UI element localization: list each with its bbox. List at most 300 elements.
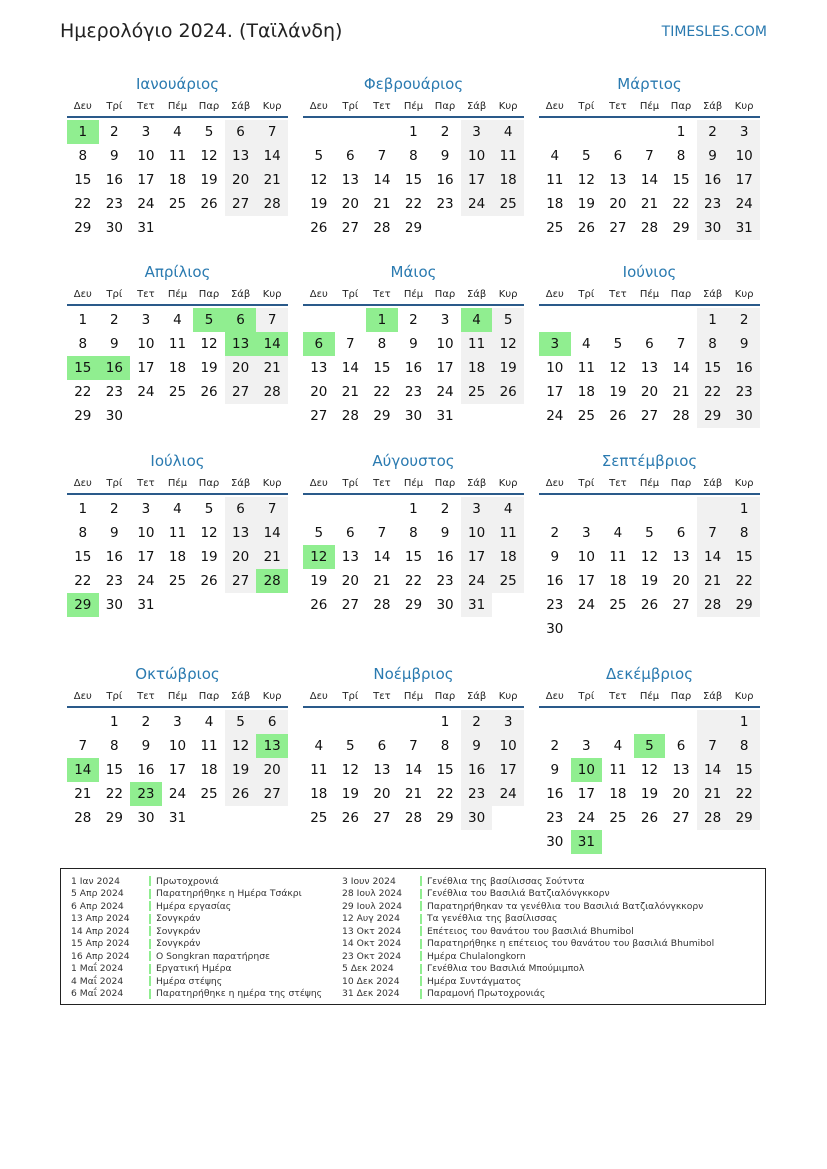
day-cell: 23 (546, 810, 564, 826)
day-cell: 20 (672, 573, 690, 589)
day-cell: 8 (440, 738, 450, 754)
day-cell: 12 (341, 762, 359, 778)
day-cell: 7 (377, 148, 387, 164)
holiday-list-column (71, 875, 322, 1000)
day-cell: 4 (173, 501, 182, 517)
day-cell: 21 (256, 168, 288, 192)
day-cell: 12 (492, 332, 524, 356)
holiday-day-cell: 13 (225, 332, 257, 356)
day-cell: 13 (672, 762, 690, 778)
empty-day-cell (697, 497, 729, 521)
weekday-label: Παρ (434, 288, 456, 300)
day-cell: 15 (74, 549, 92, 565)
day-cell: 11 (609, 762, 627, 778)
day-cell: 12 (640, 762, 659, 778)
day-cell: 18 (168, 360, 187, 376)
holiday-day-cell: 4 (461, 308, 493, 332)
weekday-header (67, 686, 288, 708)
weekday-label: Σάβ (230, 477, 251, 489)
holiday-date: 15 Απρ 2024 (71, 938, 130, 950)
holiday-name: Σονγκράν (156, 938, 201, 950)
holiday-date: 6 Απρ 2024 (71, 900, 124, 912)
month-block (303, 260, 524, 428)
weekday-label: Σάβ (466, 288, 487, 300)
holiday-name: Σονγκράν (156, 913, 201, 925)
day-cell: 28 (256, 192, 288, 216)
empty-day-cell (335, 308, 367, 332)
day-cell: 3 (173, 714, 182, 730)
holiday-name: Γενέθλια του Βασιλιά Βατζιαλόνγκκορν (427, 888, 610, 900)
holiday-marker (420, 876, 422, 886)
day-cell: 1 (728, 497, 760, 521)
holiday-name: Παραμονή Πρωτοχρονιάς (427, 988, 546, 1000)
day-cell: 18 (609, 786, 627, 802)
holiday-marker (149, 901, 151, 911)
day-cell: 26 (200, 384, 218, 400)
day-cell: 15 (436, 762, 454, 778)
day-cell: 25 (168, 573, 187, 589)
day-cell: 22 (74, 196, 92, 212)
day-cell: 13 (672, 549, 690, 565)
day-cell: 29 (728, 806, 760, 830)
holiday-date: 12 Αυγ 2024 (342, 913, 400, 925)
day-cell: 13 (341, 549, 359, 565)
holiday-row (71, 950, 322, 963)
day-cell: 29 (373, 408, 391, 424)
day-cell: 20 (310, 384, 328, 400)
day-cell: 3 (492, 710, 524, 734)
weekday-label: Σάβ (702, 690, 723, 702)
day-cell: 3 (728, 120, 760, 144)
holiday-marker (420, 951, 422, 961)
day-cell: 27 (609, 220, 627, 236)
day-cell: 24 (577, 597, 595, 613)
day-cell: 11 (168, 148, 187, 164)
day-cell: 9 (141, 738, 151, 754)
holiday-day-cell: 13 (256, 734, 288, 758)
day-cell: 24 (436, 384, 454, 400)
holiday-marker (149, 989, 151, 999)
holiday-name: Τα γενέθλια της βασίλισσας (427, 913, 558, 925)
day-cell: 25 (168, 384, 187, 400)
day-cell: 12 (200, 336, 218, 352)
day-cell: 6 (225, 120, 257, 144)
holiday-date: 1 Μαΐ 2024 (71, 963, 124, 975)
day-cell: 18 (492, 545, 524, 569)
empty-day-cell (571, 497, 603, 521)
day-cell: 4 (314, 738, 324, 754)
day-cell: 20 (225, 545, 257, 569)
holiday-row (71, 938, 322, 951)
weekday-label: Παρ (198, 690, 220, 702)
holiday-marker (420, 939, 422, 949)
holiday-name: Εργατική Ημέρα (156, 963, 232, 975)
holiday-name: Ημέρα στέψης (156, 975, 223, 987)
day-cell: 12 (609, 360, 627, 376)
day-cell: 25 (310, 810, 328, 826)
day-cell: 21 (672, 384, 690, 400)
day-cell: 2 (141, 714, 151, 730)
month-name: Νοέμβριος (373, 665, 454, 683)
day-cell: 12 (640, 549, 659, 565)
day-cell: 25 (492, 569, 524, 593)
holiday-day-cell: 5 (634, 734, 666, 758)
day-cell: 11 (492, 144, 524, 168)
day-cell: 10 (461, 144, 493, 168)
empty-day-cell (303, 497, 335, 521)
day-cell: 16 (105, 172, 123, 188)
day-cell: 25 (609, 810, 627, 826)
day-cell: 4 (173, 124, 182, 140)
empty-day-cell (602, 710, 634, 734)
holiday-marker (420, 989, 422, 999)
day-cell: 15 (697, 356, 729, 380)
day-cell: 11 (492, 521, 524, 545)
weekday-header (303, 96, 524, 118)
day-cell: 15 (728, 545, 760, 569)
weekday-label: Τρί (578, 288, 595, 300)
empty-day-cell (697, 710, 729, 734)
day-cell: 2 (550, 525, 560, 541)
weekday-label: Τετ (609, 288, 627, 300)
weekday-header (539, 96, 760, 118)
month-block (67, 260, 288, 428)
weekday-label: Τετ (609, 100, 627, 112)
holiday-date: 6 Μαΐ 2024 (71, 988, 124, 1000)
empty-day-cell (602, 308, 634, 332)
holiday-day-cell: 29 (67, 593, 99, 617)
day-cell: 8 (728, 521, 760, 545)
day-cell: 13 (225, 144, 257, 168)
weekday-label: Δευ (309, 690, 328, 702)
day-cell: 28 (373, 597, 391, 613)
day-cell: 22 (404, 196, 423, 212)
empty-day-cell (303, 308, 335, 332)
holiday-row (342, 975, 714, 988)
weekday-label: Παρ (434, 477, 456, 489)
holiday-marker (149, 926, 151, 936)
weekday-label: Τετ (609, 690, 627, 702)
day-cell: 5 (582, 148, 591, 164)
day-cell: 5 (204, 124, 214, 140)
day-cell: 7 (409, 738, 418, 754)
weekday-label: Κυρ (734, 100, 754, 112)
day-cell: 6 (613, 148, 623, 164)
day-cell: 1 (676, 124, 686, 140)
holiday-date: 10 Δεκ 2024 (342, 975, 400, 987)
weekday-label: Δευ (309, 288, 328, 300)
day-cell: 28 (341, 408, 359, 424)
day-cell: 20 (341, 196, 359, 212)
day-cell: 29 (672, 220, 690, 236)
month-block (303, 449, 524, 617)
month-block (539, 662, 760, 854)
day-cell: 20 (640, 384, 659, 400)
day-cell: 23 (728, 380, 760, 404)
weekday-label: Παρ (434, 690, 456, 702)
day-cell: 18 (168, 549, 187, 565)
holiday-name: Ημέρα εργασίας (156, 900, 232, 912)
day-cell: 27 (225, 569, 257, 593)
weekday-label: Κυρ (498, 288, 518, 300)
day-cell: 31 (436, 408, 454, 424)
day-cell: 15 (404, 172, 423, 188)
weekday-label: Τρί (578, 477, 595, 489)
day-cell: 30 (137, 810, 155, 826)
day-cell: 7 (256, 308, 288, 332)
day-cell: 1 (409, 501, 418, 517)
day-cell: 30 (546, 834, 564, 850)
day-cell: 6 (225, 497, 257, 521)
weekday-label: Σάβ (466, 100, 487, 112)
holiday-date: 13 Απρ 2024 (71, 913, 130, 925)
holiday-marker (149, 964, 151, 974)
day-cell: 2 (728, 308, 760, 332)
holiday-marker (149, 889, 151, 899)
day-cell: 18 (200, 762, 218, 778)
month-name: Δεκέμβριος (605, 665, 693, 683)
weekday-label: Δευ (309, 100, 328, 112)
day-cell: 25 (492, 192, 524, 216)
weekday-label: Τετ (373, 690, 391, 702)
empty-day-cell (366, 710, 398, 734)
day-cell: 2 (461, 710, 493, 734)
holiday-name: Παρατηρήθηκε η ημέρα της στέψης (156, 988, 323, 1000)
holiday-date: 28 Ιουλ 2024 (342, 888, 402, 900)
month-name: Ιούλιος (150, 452, 205, 470)
weekday-header (539, 686, 760, 708)
day-cell: 22 (105, 786, 123, 802)
holiday-marker (420, 976, 422, 986)
holiday-marker (149, 876, 151, 886)
day-grid (67, 308, 288, 428)
day-cell: 10 (546, 360, 564, 376)
day-cell: 9 (550, 762, 560, 778)
day-cell: 22 (74, 384, 92, 400)
day-cell: 19 (200, 549, 218, 565)
empty-day-cell (634, 120, 666, 144)
day-cell: 24 (168, 786, 187, 802)
day-cell: 26 (225, 782, 257, 806)
holiday-name: Ο Songkran παρατήρησε (156, 950, 271, 962)
day-cell: 27 (640, 408, 659, 424)
month-block (67, 72, 288, 240)
day-cell: 19 (577, 196, 595, 212)
day-grid (539, 308, 760, 428)
day-cell: 12 (200, 148, 218, 164)
day-cell: 6 (645, 336, 654, 352)
day-cell: 4 (582, 336, 591, 352)
day-cell: 26 (200, 196, 218, 212)
day-cell: 23 (105, 384, 123, 400)
day-cell: 4 (173, 312, 182, 328)
day-cell: 18 (609, 573, 627, 589)
day-cell: 19 (225, 758, 257, 782)
empty-day-cell (335, 120, 367, 144)
day-cell: 18 (310, 786, 328, 802)
day-cell: 24 (492, 782, 524, 806)
day-cell: 10 (137, 336, 155, 352)
empty-day-cell (665, 308, 697, 332)
day-cell: 21 (404, 786, 423, 802)
day-cell: 28 (672, 408, 690, 424)
weekday-label: Πέμ (403, 477, 424, 489)
day-cell: 8 (110, 738, 119, 754)
empty-day-cell (539, 308, 571, 332)
day-cell: 8 (728, 734, 760, 758)
weekday-label: Τρί (578, 690, 595, 702)
weekday-label: Τετ (373, 100, 391, 112)
day-cell: 27 (310, 408, 328, 424)
day-cell: 5 (204, 501, 214, 517)
holiday-date: 1 Ιαν 2024 (71, 875, 120, 887)
day-cell: 16 (105, 549, 123, 565)
weekday-label: Τετ (137, 288, 155, 300)
day-cell: 10 (728, 144, 760, 168)
day-cell: 15 (728, 758, 760, 782)
day-cell: 20 (225, 356, 257, 380)
site-link[interactable]: TIMESLES.COM (661, 24, 767, 40)
day-cell: 14 (640, 172, 659, 188)
day-cell: 21 (341, 384, 359, 400)
day-cell: 26 (609, 408, 627, 424)
day-cell: 3 (461, 497, 493, 521)
holiday-row (342, 963, 714, 976)
empty-day-cell (303, 120, 335, 144)
day-grid (303, 710, 524, 830)
day-cell: 29 (404, 597, 423, 613)
weekday-label: Δευ (73, 477, 92, 489)
weekday-label: Σάβ (702, 100, 723, 112)
day-cell: 9 (440, 525, 450, 541)
month-block (539, 260, 760, 428)
day-cell: 22 (728, 782, 760, 806)
weekday-header (303, 284, 524, 306)
day-cell: 25 (461, 380, 493, 404)
weekday-label: Δευ (309, 477, 328, 489)
weekday-label: Τρί (106, 100, 123, 112)
holiday-date: 5 Δεκ 2024 (342, 963, 394, 975)
day-cell: 17 (577, 573, 595, 589)
day-cell: 9 (728, 332, 760, 356)
weekday-header (67, 473, 288, 495)
day-cell: 17 (546, 384, 564, 400)
day-cell: 12 (577, 172, 595, 188)
weekday-label: Πέμ (639, 690, 660, 702)
day-cell: 3 (141, 501, 151, 517)
holiday-name: Παρατηρήθηκε η Ημέρα Τσάκρι (156, 888, 302, 900)
day-cell: 13 (373, 762, 391, 778)
month-name: Αύγουστος (372, 452, 455, 470)
empty-day-cell (634, 308, 666, 332)
weekday-label: Παρ (198, 100, 220, 112)
day-cell: 31 (137, 220, 155, 236)
day-cell: 3 (582, 738, 591, 754)
month-name: Απρίλιος (144, 263, 211, 281)
day-cell: 15 (672, 172, 690, 188)
weekday-label: Παρ (670, 288, 692, 300)
weekday-label: Πέμ (167, 690, 188, 702)
weekday-label: Κυρ (262, 477, 282, 489)
day-cell: 21 (640, 196, 659, 212)
day-cell: 15 (373, 360, 391, 376)
day-cell: 19 (492, 356, 524, 380)
day-grid (539, 120, 760, 240)
day-cell: 22 (404, 573, 423, 589)
month-block (303, 72, 524, 240)
holiday-name: Γενέθλια της βασίλισσας Σούτντα (427, 875, 585, 887)
weekday-label: Δευ (545, 288, 564, 300)
day-cell: 4 (550, 148, 560, 164)
weekday-label: Κυρ (498, 100, 518, 112)
day-cell: 6 (377, 738, 387, 754)
day-grid (539, 710, 760, 854)
day-cell: 21 (256, 356, 288, 380)
day-cell: 20 (609, 196, 627, 212)
day-cell: 26 (310, 220, 328, 236)
day-cell: 23 (461, 782, 493, 806)
holiday-marker (420, 901, 422, 911)
empty-day-cell (634, 497, 666, 521)
day-cell: 4 (613, 525, 623, 541)
holiday-day-cell: 10 (571, 758, 603, 782)
day-cell: 11 (168, 336, 187, 352)
day-grid (67, 120, 288, 240)
day-cell: 28 (256, 380, 288, 404)
weekday-label: Σάβ (230, 288, 251, 300)
day-cell: 21 (256, 545, 288, 569)
holiday-row (71, 988, 322, 1001)
day-cell: 21 (373, 196, 391, 212)
holiday-day-cell: 1 (366, 308, 398, 332)
weekday-label: Παρ (670, 100, 692, 112)
holiday-day-cell: 6 (303, 332, 335, 356)
day-cell: 22 (436, 786, 454, 802)
holiday-date: 16 Απρ 2024 (71, 950, 130, 962)
day-cell: 5 (346, 738, 355, 754)
day-cell: 22 (672, 196, 690, 212)
day-cell: 28 (74, 810, 92, 826)
weekday-label: Τετ (137, 477, 155, 489)
day-cell: 4 (204, 714, 214, 730)
empty-day-cell (571, 120, 603, 144)
holiday-name: Παρατηρήθηκε η επέτειος του θανάτου του βασιλιά Bhumibol (427, 938, 715, 950)
day-cell: 19 (310, 196, 328, 212)
weekday-label: Τρί (106, 690, 123, 702)
day-cell: 4 (492, 497, 524, 521)
day-cell: 23 (436, 196, 454, 212)
day-cell: 10 (492, 734, 524, 758)
day-cell: 2 (409, 312, 418, 328)
holiday-row (342, 900, 714, 913)
day-cell: 14 (697, 545, 729, 569)
day-cell: 17 (577, 786, 595, 802)
day-cell: 8 (377, 336, 387, 352)
day-cell: 18 (461, 356, 493, 380)
holiday-row (342, 950, 714, 963)
holiday-date: 31 Δεκ 2024 (342, 988, 400, 1000)
weekday-label: Τρί (342, 690, 359, 702)
day-cell: 9 (110, 148, 119, 164)
day-cell: 18 (577, 384, 595, 400)
weekday-label: Πέμ (403, 288, 424, 300)
weekday-label: Παρ (198, 288, 220, 300)
empty-day-cell (539, 120, 571, 144)
weekday-label: Κυρ (734, 288, 754, 300)
day-cell: 2 (110, 124, 119, 140)
day-cell: 12 (310, 172, 328, 188)
month-name: Οκτώβριος (135, 665, 220, 683)
